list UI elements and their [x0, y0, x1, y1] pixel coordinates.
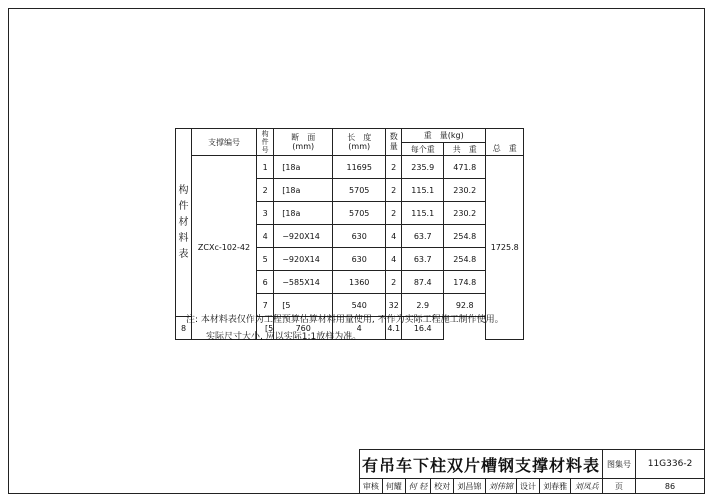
length-cell: 5705: [333, 202, 386, 225]
member-no-cell: 7: [257, 294, 274, 317]
each-weight-cell: 4.1: [386, 317, 402, 340]
each-weight-cell: 115.1: [402, 202, 444, 225]
review-label: 审核: [360, 479, 383, 494]
member-no-header: 构件号: [257, 129, 274, 156]
qty-cell: 32: [386, 294, 402, 317]
section-cell: [5: [257, 317, 274, 340]
qty-header: 数量: [386, 129, 402, 156]
designer-name: 刘春雅: [539, 479, 571, 494]
member-no-cell: 5: [257, 248, 274, 271]
note-line-1: 注: 本材料表仅作为工程预算估算材料用量使用, 不作为实际工程施工制作使用。: [186, 315, 504, 325]
section-cell: −585X14: [274, 271, 333, 294]
atlas-label: 图集号: [603, 450, 636, 479]
grand-header-top: [486, 129, 524, 143]
total-weight-header: 共 重: [444, 143, 486, 156]
length-cell: 630: [333, 225, 386, 248]
each-weight-cell: 2.9: [402, 294, 444, 317]
member-no-cell: 3: [257, 202, 274, 225]
design-label: 设计: [517, 479, 540, 494]
length-cell: 1360: [333, 271, 386, 294]
qty-cell: 2: [386, 156, 402, 179]
total-weight-cell: 230.2: [444, 202, 486, 225]
section-cell: [18a: [274, 156, 333, 179]
side-label: 构件材料表: [178, 184, 189, 260]
qty-cell: 2: [386, 271, 402, 294]
brace-id-header: 支撑编号: [192, 129, 257, 156]
each-weight-cell: 235.9: [402, 156, 444, 179]
qty-cell: 4: [386, 248, 402, 271]
checker-name: 刘昌锦: [454, 479, 486, 494]
table-row: [176, 156, 524, 179]
member-no-cell: 1: [257, 156, 274, 179]
length-cell: 630: [333, 248, 386, 271]
drawing-title: 有吊车下柱双片槽钢支撑材料表: [360, 450, 603, 479]
total-weight-cell: 174.8: [444, 271, 486, 294]
page-number: 86: [636, 479, 705, 494]
each-weight-cell: 63.7: [402, 248, 444, 271]
section-cell: [18a: [274, 179, 333, 202]
title-block: [359, 449, 705, 494]
qty-cell: 4: [386, 225, 402, 248]
each-weight-header: 每个重: [402, 143, 444, 156]
section-cell: −920X14: [274, 225, 333, 248]
reviewer-name: 何耀: [382, 479, 405, 494]
check-label: 校对: [431, 479, 454, 494]
total-weight-cell: 254.8: [444, 225, 486, 248]
grand-total-header: 总 重: [486, 143, 524, 156]
qty-cell: 4: [333, 317, 386, 340]
qty-cell: 2: [386, 202, 402, 225]
weight-header: 重 量(kg): [402, 129, 486, 143]
length-cell: 5705: [333, 179, 386, 202]
table-header-row-1: [176, 129, 524, 143]
note-line-2: 实际尺寸大小, 应以实际1:1放样为准。: [206, 332, 362, 342]
section-header: 断 面 (mm): [274, 129, 333, 156]
section-cell: [18a: [274, 202, 333, 225]
length-cell: 540: [333, 294, 386, 317]
checker-signature: 刘伟锦: [485, 479, 517, 494]
total-weight-cell: 230.2: [444, 179, 486, 202]
qty-cell: 2: [386, 179, 402, 202]
grand-total-cell: 1725.8: [486, 156, 524, 340]
brace-id-cell: ZCXc-102-42: [192, 156, 257, 340]
reviewer-signature: 何 轻: [405, 479, 431, 494]
designer-signature: 刘凤兵: [571, 479, 603, 494]
each-weight-cell: 115.1: [402, 179, 444, 202]
page-label: 页: [603, 479, 636, 494]
each-weight-cell: 87.4: [402, 271, 444, 294]
each-weight-cell: 63.7: [402, 225, 444, 248]
material-table: [175, 128, 524, 340]
length-header: 长 度 (mm): [333, 129, 386, 156]
length-cell: 11695: [333, 156, 386, 179]
side-label-cell: [176, 129, 192, 317]
total-weight-cell: 471.8: [444, 156, 486, 179]
total-weight-cell: 254.8: [444, 248, 486, 271]
member-no-cell: 6: [257, 271, 274, 294]
member-no-cell: 4: [257, 225, 274, 248]
member-no-cell: 2: [257, 179, 274, 202]
total-weight-cell: 92.8: [444, 294, 486, 317]
length-cell: 760: [274, 317, 333, 340]
section-cell: −920X14: [274, 248, 333, 271]
atlas-number: 11G336-2: [636, 450, 705, 479]
member-no-cell: 8: [176, 317, 192, 340]
notes: [186, 312, 504, 346]
section-cell: [5: [274, 294, 333, 317]
total-weight-cell: 16.4: [402, 317, 444, 340]
